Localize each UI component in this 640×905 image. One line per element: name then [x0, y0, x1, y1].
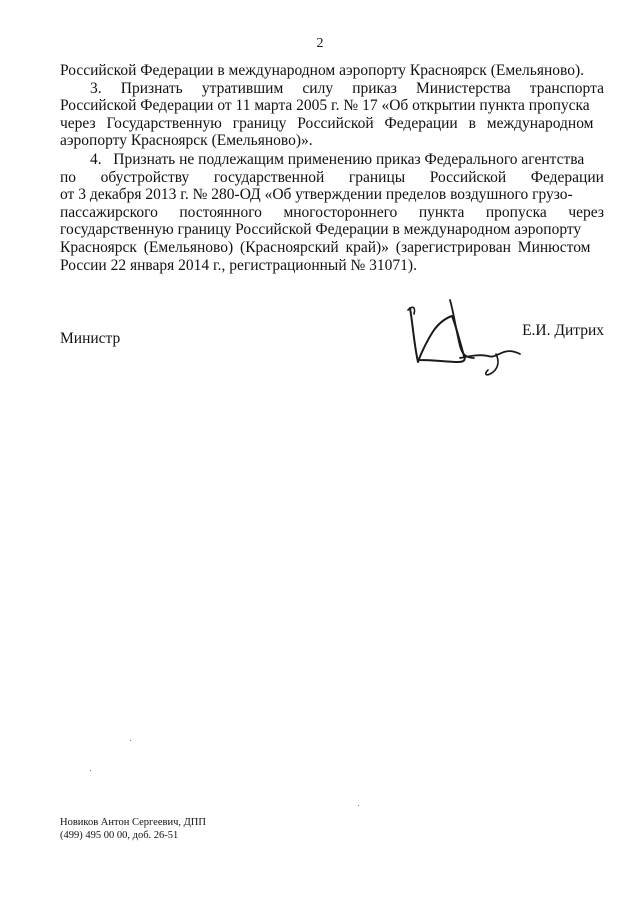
document-body	[60, 62, 604, 274]
text-word: Министерства	[416, 79, 511, 97]
signatory-name: Е.И. Дитрих	[522, 322, 604, 339]
text-word: приказ	[352, 79, 397, 97]
text-word: пункта	[418, 203, 465, 221]
text-word: Российской	[429, 168, 507, 186]
text-word: пассажирского	[60, 203, 158, 221]
text-word: постоянного	[179, 203, 262, 221]
text-line: Красноярск (Емельяново) (Красноярский край)» (зарегистрирован Минюстом	[60, 238, 591, 256]
text-word: пропуска	[485, 203, 547, 221]
signature-block	[60, 296, 604, 386]
text-line	[60, 204, 604, 222]
executor-phone: (499) 495 00 00, доб. 26-51	[60, 830, 179, 841]
scan-speck	[358, 805, 359, 806]
item-number: 3.	[90, 79, 102, 97]
text-word: силу	[302, 79, 334, 97]
paragraph-continuation: Российской Федерации в международном аэропорту Красноярск (Емельяново).	[60, 62, 584, 79]
page-number: 2	[316, 36, 324, 51]
text-line: от 3 декабря 2013 г. № 280-ОД «Об утверждении пределов воздушного грузо-	[60, 186, 573, 204]
text-word: транспорта	[529, 79, 604, 97]
text-word: Федерации	[530, 168, 604, 186]
text-word: утратившим	[201, 79, 284, 97]
scan-speck	[130, 740, 131, 741]
position-title: Министр	[60, 330, 121, 347]
text-word: через	[568, 203, 604, 221]
text-line: государственную границу Российской Федерации в международном аэропорту	[60, 221, 582, 239]
handwritten-signature	[404, 296, 534, 380]
text-line: Российской Федерации от 11 марта 2005 г. № 17 «Об открытии пункта пропуска	[60, 97, 590, 115]
text-line: через Государственную границу Российской Федерации в международном	[60, 114, 594, 132]
text-word: многостороннего	[283, 203, 398, 221]
text-word: по	[60, 168, 77, 186]
text-line	[60, 80, 604, 98]
text-word: границы	[348, 168, 406, 186]
text-line	[60, 169, 604, 187]
scan-speck	[90, 770, 91, 771]
executor-footer	[60, 816, 206, 842]
text-line: 4. Признать не подлежащим применению приказ Федерального агентства	[90, 150, 585, 168]
executor-name: Новиков Антон Сергеевич, ДПП	[60, 817, 206, 828]
text-word: государственной	[213, 168, 325, 186]
text-line: России 22 января 2014 г., регистрационный № 31071).	[60, 256, 417, 274]
text-line: аэропорту Красноярск (Емельяново)».	[60, 132, 313, 150]
paragraph-item-3	[60, 80, 604, 150]
text-word: Признать	[120, 79, 183, 97]
paragraph-item-4	[60, 151, 604, 274]
text-word: обустройству	[100, 168, 190, 186]
